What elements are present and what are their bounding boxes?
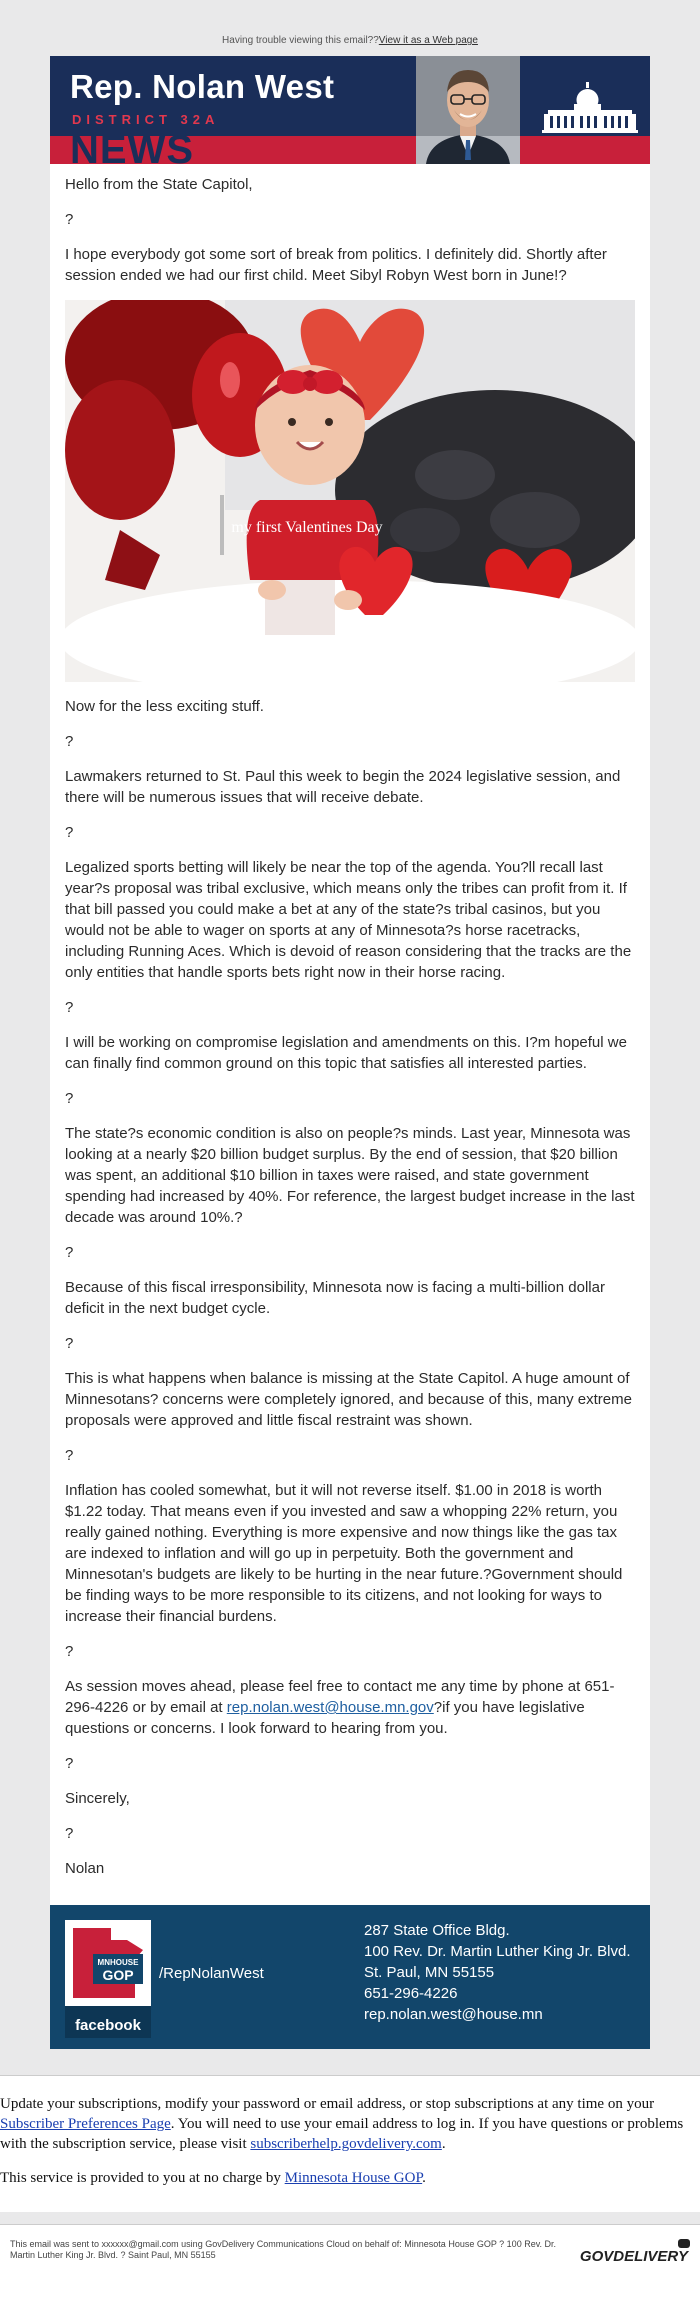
intro-paragraph: I hope everybody got some sort of break from politics. I definitely did. Shortly after session ended we had our first child. Meet Sibyl Robyn West born in June!? (65, 246, 607, 284)
logo-gop-text: GOP (102, 1967, 134, 1983)
service-paragraph (0, 2168, 700, 2188)
blank-paragraph: ? (65, 1335, 74, 1352)
address-line: St. Paul, MN 55155 (364, 1964, 495, 1981)
subscription-info (0, 2075, 700, 2212)
mnhouse-gop-logo (65, 1920, 151, 2006)
balance-paragraph: This is what happens when balance is missing at the State Capitol. A huge amount of Minnesotans? concerns were completely ignored, and because of this, many extreme proposals were approved and little fiscal restraint was shown. (65, 1370, 632, 1429)
address-line: 287 State Office Bldg. (364, 1922, 510, 1939)
email-body (50, 164, 650, 1905)
baby-valentines-photo (65, 300, 635, 682)
blank-paragraph: ? (65, 824, 74, 841)
portrait-image (416, 56, 520, 164)
facebook-link[interactable] (65, 1920, 151, 2038)
economy-paragraph: The state?s economic condition is also on people?s minds. Last year, Minnesota was looking at a nearly $20 billion budget surplus. By the end of session, that $20 billion was spent, an additional $10 billion in taxes were raised, and state government spending had increased by 40%. For reference, the largest budget increase in the last decade was around 10%.? (65, 1125, 635, 1226)
subscriber-help-link[interactable]: subscriberhelp.govdelivery.com (250, 2136, 442, 2152)
legal-text: This email was sent to xxxxxx@gmail.com using GovDelivery Communications Cloud on behalf of: Minnesota House GOP ? 100 Rev. Dr. Martin Luther King Jr. Blvd. ? Saint Paul, MN 55155 (10, 2239, 557, 2260)
news-label: NEWS (70, 128, 194, 164)
sports-betting-paragraph: Legalized sports betting will likely be near the top of the agenda. You?ll recall last year?s proposal was tribal exclusive, which means only the tribes can profit from it. If that bill passed you could make a bet at any of the state?s tribal casinos, but you would not be able to wager on sports at any of Minnesota?s horse racetracks, including Running Aces. Which is devoid of reason considering that the tracks are the only entities that handle sports bets right now in their horse racing. (65, 859, 632, 981)
onesie-text: my first Valentines Day (231, 519, 383, 536)
subscription-text: . (441, 2136, 446, 2152)
contact-paragraph (65, 1676, 635, 1739)
email-link[interactable]: rep.nolan.west@house.mn.gov (226, 1699, 434, 1716)
address-line: 100 Rev. Dr. Martin Luther King Jr. Blvd. (364, 1943, 631, 1960)
service-text: . (422, 2170, 426, 2186)
signature-name: Nolan (65, 1860, 105, 1877)
phone-number: 651-296-4226 (364, 1985, 458, 2002)
inflation-paragraph: Inflation has cooled somewhat, but it will not reverse itself. $1.00 in 2018 is worth $1.22 today. That means even if you invested and saw a whopping 22% return, you really gained nothing. Everything is more expensive and now things like the gas tax are indexed to inflation and will go up in perpetuity. Both the government and Minnesotan's budgets are likely to be hurting in the near future.?Government should be finding ways to be more responsible to its citizens, and not looking for ways to increase their financial burdens. (65, 1482, 623, 1625)
contact-footer (50, 1905, 650, 2049)
capitol-building-icon (542, 82, 638, 134)
greeting: Hello from the State Capitol, (65, 176, 253, 193)
blank-paragraph: ? (65, 1447, 74, 1464)
blank-paragraph: ? (65, 1755, 74, 1772)
subscription-paragraph (0, 2094, 700, 2154)
contact-text-end: ?if you have legislative questions or concerns. I look forward to hearing from you. (65, 1699, 585, 1737)
facebook-handle-link[interactable]: /RepNolanWest (159, 1965, 264, 1982)
newsletter-banner (50, 56, 650, 164)
subscription-text: Update your subscriptions, modify your password or email address, or stop subscriptions at any time on your (0, 2096, 655, 2112)
deficit-paragraph: Because of this fiscal irresponsibility, Minnesota now is facing a multi-billion dollar deficit in the next budget cycle. (65, 1279, 605, 1317)
closing: Sincerely, (65, 1790, 130, 1807)
footer-email: rep.nolan.west@house.mn (364, 2006, 543, 2023)
govdelivery-wordmark: GOVDELIVERY (579, 2248, 688, 2265)
blank-paragraph: ? (65, 211, 74, 228)
govdelivery-logo (579, 2248, 688, 2265)
subscriber-preferences-link[interactable]: Subscriber Preferences Page (0, 2116, 171, 2132)
office-address (364, 1920, 631, 2025)
preheader-text: Having trouble viewing this email?? (222, 35, 379, 46)
compromise-paragraph: I will be working on compromise legislation and amendments on this. I?m hopeful we can finally find common ground on this topic that satisfies all interested parties. (65, 1034, 627, 1072)
less-exciting-paragraph: Now for the less exciting stuff. (65, 698, 264, 715)
logo-mnhouse-text: MNHOUSE (97, 1958, 139, 1967)
representative-name: Rep. Nolan West (70, 68, 335, 105)
subscription-text: . You will need to use your email address to log in. If you have questions or problems with the subscription service, please visit (0, 2116, 684, 2152)
view-web-page-link[interactable]: View it as a Web page (378, 35, 478, 46)
blank-paragraph: ? (65, 1090, 74, 1107)
blank-paragraph: ? (65, 733, 74, 750)
blank-paragraph: ? (65, 1643, 74, 1660)
blank-paragraph: ? (65, 1244, 74, 1261)
district-label: DISTRICT 32A (72, 112, 220, 127)
blank-paragraph: ? (65, 999, 74, 1016)
email-container (50, 56, 650, 2049)
service-text: This service is provided to you at no charge by (0, 2170, 285, 2186)
minnesota-house-gop-link[interactable]: Minnesota House GOP (284, 2170, 423, 2186)
facebook-label: facebook (75, 2017, 141, 2034)
speech-bubble-icon (678, 2239, 690, 2248)
contact-text: As session moves ahead, please feel free to contact me any time by phone at 651-296-4226 or by email at (65, 1678, 615, 1716)
preheader (0, 0, 700, 56)
session-paragraph: Lawmakers returned to St. Paul this week to begin the 2024 legislative session, and there will be numerous issues that will receive debate. (65, 768, 621, 806)
blank-paragraph: ? (65, 1825, 74, 1842)
legal-footer (0, 2224, 700, 2307)
